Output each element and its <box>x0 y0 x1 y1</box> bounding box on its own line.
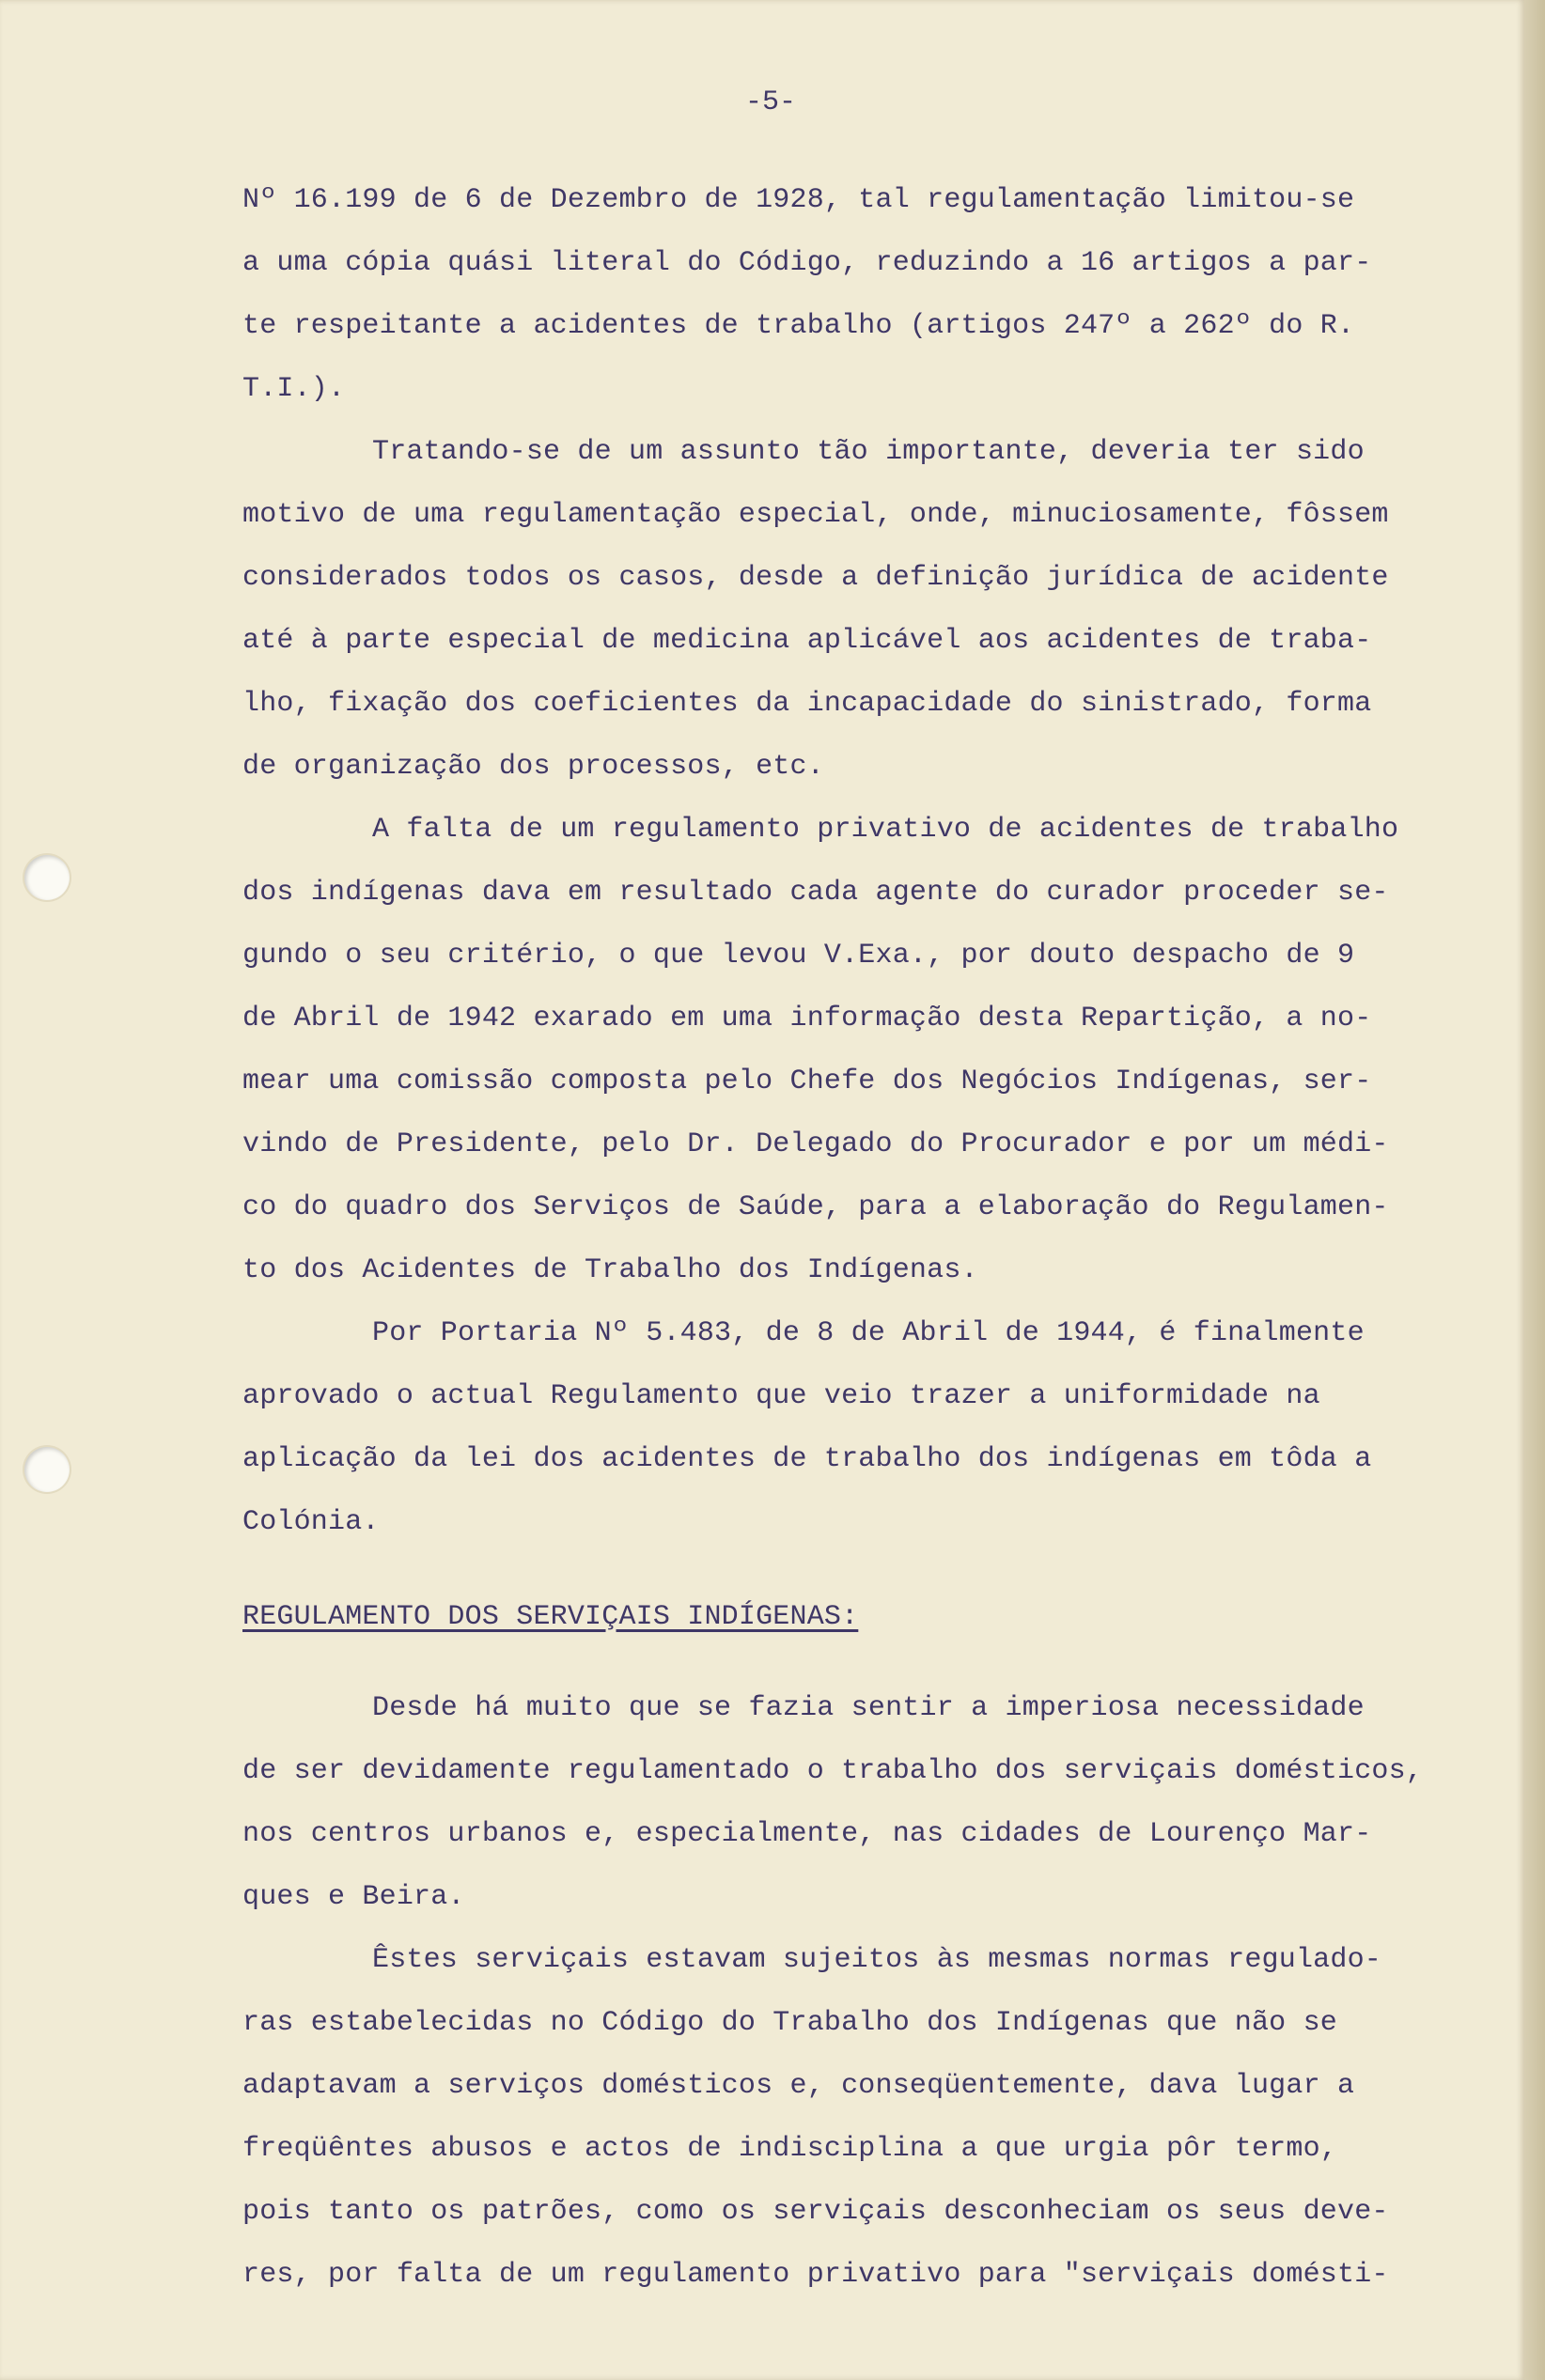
text-line: considerados todos os casos, desde a definição jurídica de acidente <box>242 562 1389 594</box>
body-text <box>242 169 1492 2307</box>
section-heading: REGULAMENTO DOS SERVIÇAIS INDÍGENAS: <box>242 1601 859 1633</box>
text-line: Nº 16.199 de 6 de Dezembro de 1928, tal regulamentação limitou-se <box>242 184 1355 216</box>
punch-hole-bottom <box>24 1447 70 1492</box>
text-line: pois tanto os patrões, como os serviçais desconheciam os seus deve- <box>242 2196 1389 2228</box>
text-line: vindo de Presidente, pelo Dr. Delegado do Procurador e por um médi- <box>242 1128 1389 1160</box>
text-line: de organização dos processos, etc. <box>242 751 824 783</box>
text-line: Desde há muito que se fazia sentir a imperiosa necessidade <box>372 1692 1365 1724</box>
text-line: to dos Acidentes de Trabalho dos Indígenas. <box>242 1254 978 1286</box>
text-line: te respeitante a acidentes de trabalho (artigos 247º a 262º do R. <box>242 310 1355 342</box>
text-line: gundo o seu critério, o que levou V.Exa., por douto despacho de 9 <box>242 940 1355 972</box>
text-line: Por Portaria Nº 5.483, de 8 de Abril de 1944, é finalmente <box>372 1317 1365 1349</box>
text-line: até à parte especial de medicina aplicável aos acidentes de traba- <box>242 625 1372 657</box>
text-line: A falta de um regulamento privativo de acidentes de trabalho <box>372 814 1399 846</box>
text-line: ras estabelecidas no Código do Trabalho dos Indígenas que não se <box>242 2007 1337 2039</box>
text-line: dos indígenas dava em resultado cada agente do curador proceder se- <box>242 877 1389 909</box>
text-line: co do quadro dos Serviços de Saúde, para a elaboração do Regulamen- <box>242 1191 1389 1223</box>
text-line: motivo de uma regulamentação especial, onde, minuciosamente, fôssem <box>242 499 1389 531</box>
text-line: mear uma comissão composta pelo Chefe dos Negócios Indígenas, ser- <box>242 1066 1372 1097</box>
text-line: Tratando-se de um assunto tão importante, deveria ter sido <box>372 436 1365 468</box>
text-line: freqüêntes abusos e actos de indisciplina a que urgia pôr termo, <box>242 2133 1337 2165</box>
text-line: lho, fixação dos coeficientes da incapacidade do sinistrado, forma <box>242 688 1372 720</box>
text-line: Colónia. <box>242 1506 380 1538</box>
punch-hole-top <box>24 855 70 900</box>
text-line: aplicação da lei dos acidentes de trabalho dos indígenas em tôda a <box>242 1443 1372 1475</box>
text-line: Êstes serviçais estavam sujeitos às mesmas normas regulado- <box>372 1944 1381 1976</box>
text-line: a uma cópia quási literal do Código, reduzindo a 16 artigos a par- <box>242 247 1372 279</box>
text-line: de Abril de 1942 exarado em uma informação desta Repartição, a no- <box>242 1003 1372 1034</box>
page-number: -5- <box>744 86 796 118</box>
text-line: ques e Beira. <box>242 1881 465 1913</box>
text-line: aprovado o actual Regulamento que veio trazer a uniformidade na <box>242 1380 1320 1412</box>
page-edge <box>1524 0 1545 2380</box>
text-line: res, por falta de um regulamento privativo para "serviçais domésti- <box>242 2259 1389 2291</box>
text-line: adaptavam a serviços domésticos e, conseqüentemente, dava lugar a <box>242 2070 1355 2102</box>
text-line: T.I.). <box>242 373 346 405</box>
text-line: nos centros urbanos e, especialmente, nas cidades de Lourenço Mar- <box>242 1818 1372 1850</box>
text-line: de ser devidamente regulamentado o trabalho dos serviçais domésticos, <box>242 1755 1424 1787</box>
